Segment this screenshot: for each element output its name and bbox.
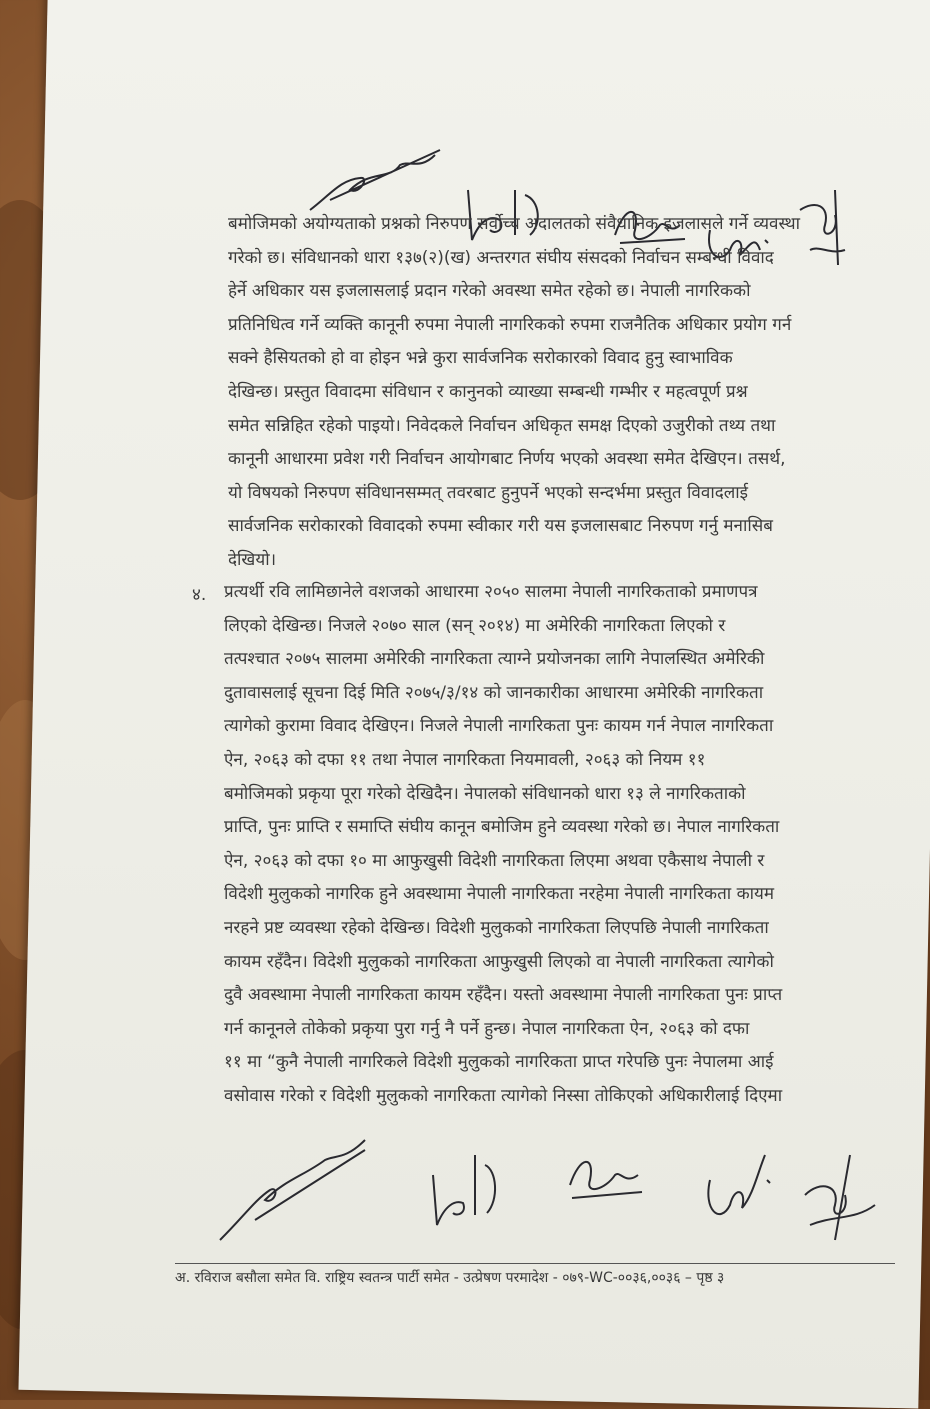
paragraph-continued [228,208,883,578]
text-line: हेर्ने अधिकार यस इजलासलाई प्रदान गरेको अवस्था समेत रहेको छ। नेपाली नागरिकको [228,281,751,302]
text-line: तत्पश्चात २०७५ सालमा अमेरिकी नागरिकता त्याग्ने प्रयोजनका लागि नेपालस्थित अमेरिकी [224,649,765,670]
text-line: प्रतिनिधित्व गर्ने व्यक्ति कानूनी रुपमा नेपाली नागरिकको रुपमा राजनैतिक अधिकार प्रयोग गर्न [228,314,792,335]
text-line: सक्ने हैसियतको हो वा होइन भन्ने कुरा सार्वजनिक सरोकारको विवाद हुनु स्वाभाविक [228,348,733,369]
text-line: वसोवास गरेको र विदेशी मुलुकको नागरिकता त्यागेको निस्सा तोकिएको अधिकारीलाई दिएमा [224,1085,783,1106]
text-line: ऐन, २०६३ को दफा ११ तथा नेपाल नागरिकता नियमावली, २०६३ को नियम ११ [224,749,706,770]
signature-4 [695,1140,785,1230]
signature-5 [795,1145,885,1245]
text-line: लिएको देखिन्छ। निजले २०७० साल (सन् २०१४) मा अमेरिकी नागरिकता लिएको र [224,615,726,636]
signature-1 [215,1130,375,1250]
text-line: दुतावासलाई सूचना दिई मिति २०७५/३/१४ को जानकारीका आधारमा अमेरिकी नागरिकता [224,682,764,703]
text-line: कानूनी आधारमा प्रवेश गरी निर्वाचन आयोगबाट निर्णय भएको अवस्था समेत देखिएन। तसर्थ, [228,449,786,470]
text-line: दुवै अवस्थामा नेपाली नागरिकता कायम रहँदैन। यस्तो अवस्थामा नेपाली नागरिकता पुनः प्राप्त [224,985,783,1006]
text-line: देखियो। [228,549,277,570]
text-line: बमोजिमको अयोग्यताको प्रश्नको निरुपण सर्वोच्च अदालतको संवैधानिक इजलासले गर्ने व्यवस्था [228,214,801,234]
signature-3 [560,1140,650,1210]
page-footer: अ. रविराज बसौला समेत वि. राष्ट्रिय स्वतन्त्र पार्टी समेत - उत्प्रेषण परमादेश - ०७९-WC-००३६,००३६ – पृष्ठ ३ [175,1270,725,1286]
text-line: प्रत्यर्थी रवि लामिछानेले वशजको आधारमा २०५० सालमा नेपाली नागरिकताको प्रमाणपत्र [224,582,758,602]
text-line: विदेशी मुलुकको नागरिक हुने अवस्थामा नेपाली नागरिकता नरहेमा नेपाली नागरिकता कायम [224,884,775,905]
text-line: सार्वजनिक सरोकारको विवादको रुपमा स्वीकार गरी यस इजलासबाट निरुपण गर्नु मनासिब [228,516,773,537]
text-line: प्राप्ति, पुनः प्राप्ति र समाप्ति संघीय कानून बमोजिम हुने व्यवस्था गरेको छ। नेपाल नागरिकता [224,817,780,838]
text-line: यो विषयको निरुपण संविधानसम्मत् तवरबाट हुनुपर्ने भएको सन्दर्भमा प्रस्तुत विवादलाई [228,482,749,503]
text-line: गरेको छ। संविधानको धारा १३७(२)(ख) अन्तरगत संघीय संसदको निर्वाचन सम्बन्धी विवाद [228,247,774,268]
text-line: बमोजिमको प्रकृया पूरा गरेको देखिदैन। नेपालको संविधानको धारा १३ ले नागरिकताको [224,783,746,804]
text-line: त्यागेको कुरामा विवाद देखिएन। निजले नेपाली नागरिकता पुनः कायम गर्न नेपाल नागरिकता [224,716,774,737]
text-line: कायम रहँदैन। विदेशी मुलुकको नागरिकता आफुखुसी लिएको वा नेपाली नागरिकता त्यागेको [224,951,774,972]
paragraph-number: ४. [192,585,207,605]
footer-rule [175,1263,895,1264]
text-line: ११ मा “कुनै नेपाली नागरिकले विदेशी मुलुकको नागरिकता प्राप्त गरेपछि पुनः नेपालमा आई [224,1052,774,1073]
text-line: नरहने प्रष्ट व्यवस्था रहेको देखिन्छ। विदेशी मुलुकको नागरिकता लिएपछि नेपाली नागरिकता [224,917,769,938]
text-line: गर्न कानूनले तोकेको प्रकृया पुरा गर्नु नै पर्ने हुन्छ। नेपाल नागरिकता ऐन, २०६३ को दफा [224,1018,750,1039]
text-line: समेत सन्निहित रहेको पाइयो। निवेदकले निर्वाचन अधिकृत समक्ष दिएको उजुरीको तथ्य तथा [228,415,776,436]
text-line: ऐन, २०६३ को दफा १० मा आफुखुसी विदेशी नागरिकता लिएमा अथवा एकैसाथ नेपाली र [224,850,765,871]
paragraph-4 [224,576,894,1114]
signature-2 [425,1145,505,1235]
text-line: देखिन्छ। प्रस्तुत विवादमा संविधान र कानुनको व्याख्या सम्बन्धी गम्भीर र महत्वपूर्ण प्रश्न [228,381,748,402]
